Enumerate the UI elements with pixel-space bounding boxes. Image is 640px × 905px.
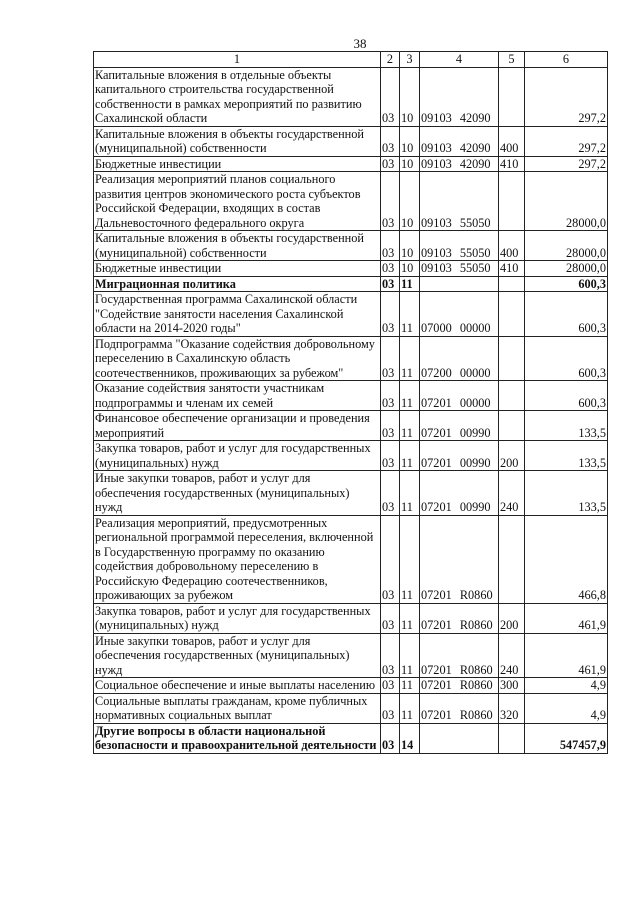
row-expense-type: 410: [499, 261, 525, 277]
row-section-code: 03: [381, 381, 400, 411]
row-amount: 297,2: [525, 67, 608, 126]
row-target-article: 07201 R0860: [420, 603, 499, 633]
col-header-expense-type: 5: [499, 52, 525, 68]
row-name: Миграционная политика: [94, 276, 381, 292]
row-expense-type: [499, 336, 525, 381]
table-row: [94, 126, 608, 156]
row-amount: 600,3: [525, 381, 608, 411]
row-target-article: 07000 00000: [420, 292, 499, 337]
row-target-article: 07201 00990: [420, 441, 499, 471]
row-subsection-code: 11: [400, 292, 420, 337]
row-expense-type: [499, 411, 525, 441]
row-subsection-code: 10: [400, 126, 420, 156]
table-row: [94, 156, 608, 172]
row-expense-type: [499, 276, 525, 292]
row-expense-type: [499, 292, 525, 337]
table-row: [94, 693, 608, 723]
row-amount: 600,3: [525, 276, 608, 292]
row-amount: 4,9: [525, 678, 608, 694]
row-expense-type: 200: [499, 603, 525, 633]
row-target-article: 07201 R0860: [420, 693, 499, 723]
table-row: [94, 261, 608, 277]
row-amount: 547457,9: [525, 723, 608, 753]
row-amount: 4,9: [525, 693, 608, 723]
row-amount: 133,5: [525, 471, 608, 516]
row-amount: 28000,0: [525, 231, 608, 261]
row-subsection-code: 11: [400, 336, 420, 381]
row-section-code: 03: [381, 231, 400, 261]
row-amount: 461,9: [525, 633, 608, 678]
row-subsection-code: 10: [400, 67, 420, 126]
row-expense-type: 400: [499, 126, 525, 156]
table-row: [94, 515, 608, 603]
row-expense-type: 410: [499, 156, 525, 172]
row-target-article: 07201 00000: [420, 381, 499, 411]
row-amount: 133,5: [525, 411, 608, 441]
row-section-code: 03: [381, 126, 400, 156]
row-section-code: 03: [381, 336, 400, 381]
row-name: Оказание содействия занятости участникам подпрограммы и членам их семей: [94, 381, 381, 411]
row-name: Другие вопросы в области национальной безопасности и правоохранительной деятельности: [94, 723, 381, 753]
row-expense-type: [499, 172, 525, 231]
row-target-article: 09103 55050: [420, 231, 499, 261]
row-subsection-code: 11: [400, 276, 420, 292]
row-expense-type: 240: [499, 633, 525, 678]
row-subsection-code: 10: [400, 172, 420, 231]
row-subsection-code: 11: [400, 381, 420, 411]
row-name: Реализация мероприятий планов социального развития центров экономического роста субъектов Российской Федерации, входящих в состав Дальневосточного федерального округа: [94, 172, 381, 231]
row-section-code: 03: [381, 441, 400, 471]
row-amount: 600,3: [525, 292, 608, 337]
row-name: Реализация мероприятий, предусмотренных региональной программой переселения, включенной в Государственную программу по оказанию содействия добровольному переселению в Российскую Федерацию соотечественников, проживающих за рубежом: [94, 515, 381, 603]
row-section-code: 03: [381, 276, 400, 292]
budget-table: [93, 51, 608, 754]
row-name: Бюджетные инвестиции: [94, 261, 381, 277]
row-target-article: 09103 55050: [420, 261, 499, 277]
row-target-article: 09103 55050: [420, 172, 499, 231]
table-row: [94, 336, 608, 381]
row-subsection-code: 11: [400, 515, 420, 603]
table-row: [94, 603, 608, 633]
row-section-code: 03: [381, 292, 400, 337]
table-row: [94, 172, 608, 231]
row-name: Подпрограмма "Оказание содействия добровольному переселению в Сахалинскую область соотечественников, проживающих за рубежом": [94, 336, 381, 381]
table-row: [94, 678, 608, 694]
row-section-code: 03: [381, 67, 400, 126]
row-name: Капитальные вложения в отдельные объекты капитального строительства государственной собственности в рамках мероприятий по развитию Сахалинской области: [94, 67, 381, 126]
row-name: Капитальные вложения в объекты государственной (муниципальной) собственности: [94, 126, 381, 156]
row-target-article: 07201 R0860: [420, 678, 499, 694]
row-amount: 297,2: [525, 156, 608, 172]
row-subsection-code: 11: [400, 633, 420, 678]
row-name: Закупка товаров, работ и услуг для государственных (муниципальных) нужд: [94, 603, 381, 633]
row-section-code: 03: [381, 156, 400, 172]
row-subsection-code: 10: [400, 231, 420, 261]
row-target-article: [420, 723, 499, 753]
row-amount: 600,3: [525, 336, 608, 381]
table-row: [94, 276, 608, 292]
row-section-code: 03: [381, 411, 400, 441]
row-name: Иные закупки товаров, работ и услуг для обеспечения государственных (муниципальных) нужд: [94, 633, 381, 678]
row-section-code: 03: [381, 172, 400, 231]
row-expense-type: 300: [499, 678, 525, 694]
row-section-code: 03: [381, 603, 400, 633]
row-expense-type: 200: [499, 441, 525, 471]
row-amount: 28000,0: [525, 261, 608, 277]
row-section-code: 03: [381, 515, 400, 603]
row-name: Социальные выплаты гражданам, кроме публичных нормативных социальных выплат: [94, 693, 381, 723]
table-body: [94, 67, 608, 753]
table-row: [94, 381, 608, 411]
row-section-code: 03: [381, 723, 400, 753]
row-subsection-code: 11: [400, 471, 420, 516]
row-name: Иные закупки товаров, работ и услуг для обеспечения государственных (муниципальных) нужд: [94, 471, 381, 516]
row-target-article: 07201 00990: [420, 471, 499, 516]
table-row: [94, 411, 608, 441]
row-name: Социальное обеспечение и иные выплаты населению: [94, 678, 381, 694]
col-header-name: 1: [94, 52, 381, 68]
row-amount: 466,8: [525, 515, 608, 603]
row-amount: 28000,0: [525, 172, 608, 231]
header-row: [94, 52, 608, 68]
table-row: [94, 471, 608, 516]
row-target-article: 09103 42090: [420, 156, 499, 172]
row-expense-type: 240: [499, 471, 525, 516]
col-header-subsection: 3: [400, 52, 420, 68]
row-name: Государственная программа Сахалинской области "Содействие занятости населения Сахалинской области на 2014-2020 годы": [94, 292, 381, 337]
row-subsection-code: 10: [400, 156, 420, 172]
row-subsection-code: 11: [400, 678, 420, 694]
row-section-code: 03: [381, 261, 400, 277]
row-target-article: 09103 42090: [420, 126, 499, 156]
row-name: Бюджетные инвестиции: [94, 156, 381, 172]
table-row: [94, 723, 608, 753]
row-amount: 297,2: [525, 126, 608, 156]
row-expense-type: [499, 381, 525, 411]
row-target-article: 07201 R0860: [420, 633, 499, 678]
table-row: [94, 231, 608, 261]
row-expense-type: 320: [499, 693, 525, 723]
row-amount: 133,5: [525, 441, 608, 471]
row-target-article: 07200 00000: [420, 336, 499, 381]
row-subsection-code: 11: [400, 441, 420, 471]
table-row: [94, 441, 608, 471]
table-row: [94, 67, 608, 126]
col-header-target-article: 4: [420, 52, 499, 68]
row-target-article: 09103 42090: [420, 67, 499, 126]
row-subsection-code: 11: [400, 693, 420, 723]
row-section-code: 03: [381, 471, 400, 516]
row-expense-type: [499, 515, 525, 603]
table-row: [94, 633, 608, 678]
row-name: Закупка товаров, работ и услуг для государственных (муниципальных) нужд: [94, 441, 381, 471]
row-target-article: [420, 276, 499, 292]
row-subsection-code: 11: [400, 603, 420, 633]
row-target-article: 07201 00990: [420, 411, 499, 441]
row-expense-type: [499, 723, 525, 753]
row-section-code: 03: [381, 678, 400, 694]
table-row: [94, 292, 608, 337]
row-target-article: 07201 R0860: [420, 515, 499, 603]
page-number: 38: [353, 36, 367, 51]
row-name: Финансовое обеспечение организации и проведения мероприятий: [94, 411, 381, 441]
col-header-amount: 6: [525, 52, 608, 68]
row-section-code: 03: [381, 693, 400, 723]
row-subsection-code: 10: [400, 261, 420, 277]
row-expense-type: 400: [499, 231, 525, 261]
row-section-code: 03: [381, 633, 400, 678]
row-subsection-code: 11: [400, 411, 420, 441]
col-header-section: 2: [381, 52, 400, 68]
row-name: Капитальные вложения в объекты государственной (муниципальной) собственности: [94, 231, 381, 261]
row-subsection-code: 14: [400, 723, 420, 753]
row-expense-type: [499, 67, 525, 126]
row-amount: 461,9: [525, 603, 608, 633]
